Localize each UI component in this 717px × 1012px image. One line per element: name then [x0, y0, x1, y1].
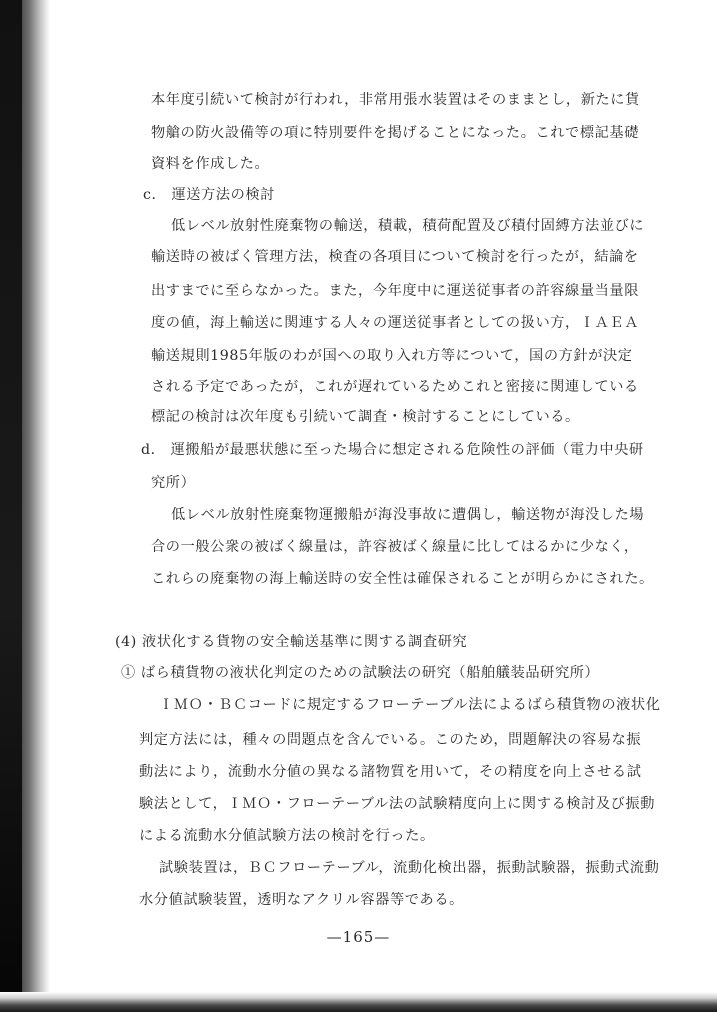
paragraph-line: 験法として，ＩＭＯ・フローテーブル法の試験精度向上に関する検討及び振動 [139, 796, 656, 812]
page-number: —165— [326, 928, 391, 946]
paragraph-line: 試験装置は，ＢＣフローテーブル，流動化検出器，振動試験器，振動式流動 [159, 860, 660, 876]
paragraph-line: ＩＭＯ・ＢＣコードに規定するフローテーブル法によるばら積貨物の液状化 [159, 697, 661, 713]
binding-dark-edge [0, 0, 22, 1012]
paragraph-line: 動法により，流動水分値の異なる諸物質を用いて，その精度を向上させる試 [139, 764, 642, 780]
paragraph-line: これらの廃棄物の海上輸送時の安全性は確保されることが明らかにされた。 [151, 571, 654, 587]
paragraph-line: 輸送時の被ばく管理方法，検査の各項目について検討を行ったが，結論を [151, 249, 639, 265]
section-heading: d． 運搬船が最悪状態に至った場合に想定される危険性の評価（電力中央研 [141, 442, 644, 458]
section-heading-cont: 究所） [151, 475, 196, 491]
subsection-heading-1: ① ばら積貨物の液状化判定のための試験法の研究（船舶艤装品研究所） [121, 665, 600, 681]
paragraph-line: 合の一般公衆の被ばく線量は，許容被ばく線量に比してはるかに少なく， [151, 539, 639, 555]
paragraph-line: される予定であったが，これが遅れているためこれと密接に関連している [151, 379, 639, 395]
section-heading: c． 運送方法の検討 [143, 187, 275, 203]
paragraph-line: 度の値，海上輸送に関連する人々の運送従事者としての扱い方，ＩＡＥＡ [151, 315, 639, 331]
paragraph-line: 低レベル放射性廃棄物の輸送，積載，積荷配置及び積付固縛方法並びに [171, 218, 645, 234]
text-line: 物艙の防火設備等の項に特別要件を掲げることになった。これで標記基礎 [151, 125, 639, 141]
text-line: 本年度引続いて検討が行われ，非常用張水装置はそのままとし，新たに貨 [151, 92, 640, 108]
paragraph-line: 判定方法には，種々の問題点を含んでいる。このため，問題解決の容易な振 [139, 732, 642, 748]
paragraph-line: 出すまでに至らなかった。また，今年度中に運送従事者の許容線量当量限 [151, 283, 639, 299]
paragraph-line: 標記の検討は次年度も引続いて調査・検討することにしている。 [151, 409, 580, 425]
paragraph-line: 低レベル放射性廃棄物運搬船が海没事故に遭偶し，輸送物が海没した場 [171, 507, 645, 523]
text-line: 資料を作成した。 [151, 156, 270, 172]
section-heading-4: (4) 液状化する貨物の安全輸送基準に関する調査研究 [115, 634, 468, 650]
book-binding-shadow [0, 0, 50, 1012]
paragraph-line: 輸送規則1985年版のわが国への取り入れ方等について，国の方針が決定 [151, 348, 633, 364]
scan-bottom-edge [0, 992, 717, 1012]
paragraph-line: 水分値試験装置，透明なアクリル容器等である。 [139, 892, 464, 908]
paragraph-line: による流動水分値試験方法の検討を行った。 [139, 828, 435, 844]
